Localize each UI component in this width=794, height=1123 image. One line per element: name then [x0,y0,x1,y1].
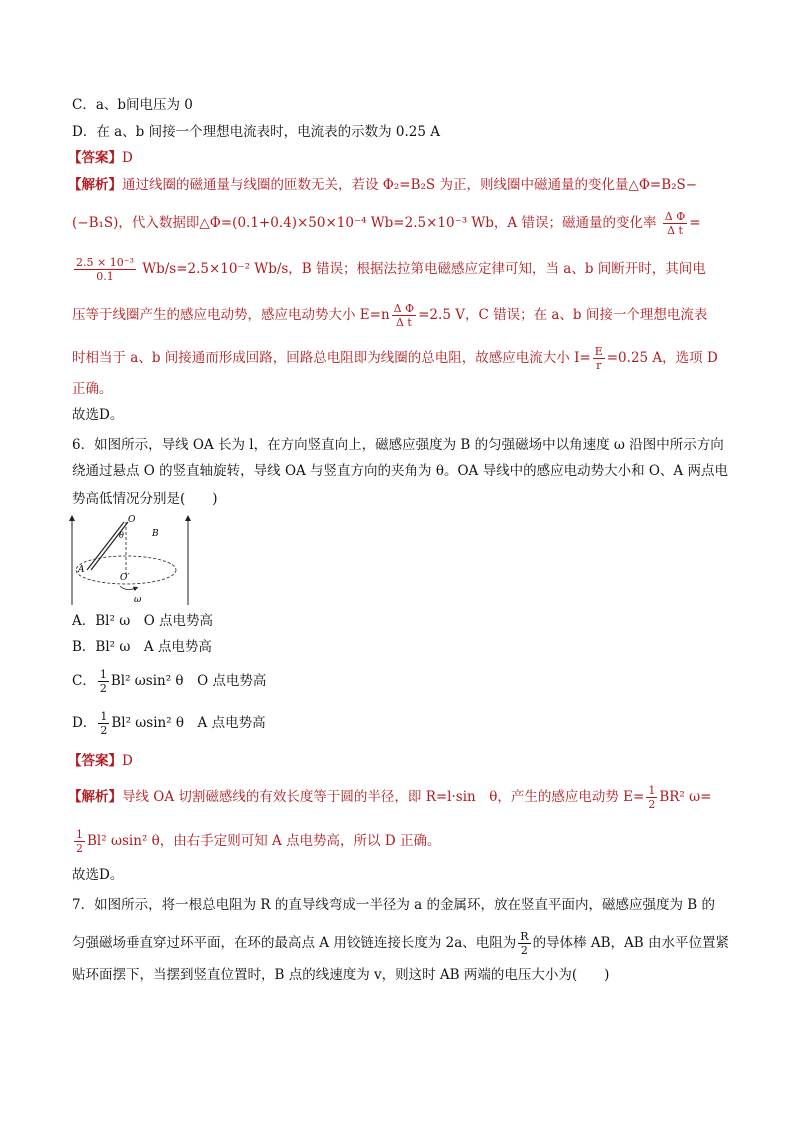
label-o-prime: O′ [120,573,130,583]
fraction: $\frac{1}{2}$ [76,828,83,855]
answer-value: D [122,150,133,166]
q5-option-d: D．在 a、b 间接一个理想电流表时，电流表的示数为 0.25 A [72,124,440,140]
fraction: $\frac{1}{2}$ [648,784,656,811]
q6-figure [62,510,202,610]
q7-stem-line-2: 匀强磁场垂直穿过环平面，在环的最高点 A 用铰链连接长度为 2a、电阻为 $\frac{R}{2}$ 的导体棒 AB，AB 由水平位置紧 [72,930,729,957]
fraction: $\frac{R}{2}$ [520,930,529,957]
q6-answer [68,752,133,770]
q5-option-c: C．a、b间电压为 0 [72,97,193,113]
label-o: O [128,515,136,525]
q7-stem-line-1: 7．如图所示，将一根总电阻为 R 的直导线弯成一半径为 a 的金属环，放在竖直平面内，磁感应强度为 B 的 [72,897,715,913]
q7-stem-line-3: 贴环面摆下，当摆到竖直位置时，B 点的线速度为 v，则这时 AB 两端的电压大小为( ) [72,967,610,983]
q6-stem-line-1: 6．如图所示，导线 OA 长为 l，在方向竖直向上，磁感应强度为 B 的匀强磁场中以角速度 ω 沿图中所示方向 [72,437,724,453]
analysis-tag: 【解析】 [68,789,122,805]
answer-tag: 【答案】 [68,150,122,166]
q6-analysis-line-2: $\frac{1}{2}$ Bl² ωsin² θ，由右手定则可知 A 点电势高，所以 D 正确。 [76,828,441,855]
q5-answer [68,149,133,167]
fraction: $\frac{\text{Δ Φ}}{\text{Δ t}}$ [393,302,415,329]
q5-analysis-line-6: 正确。 [72,381,113,397]
q5-conclusion: 故选D。 [72,407,124,423]
rotation-arrow [120,586,136,590]
fraction: $\frac{1}{2}$ [99,668,107,695]
q6-stem-line-2: 绕通过悬点 O 的竖直轴旋转，导线 OA 与竖直方向的夹角为 θ。OA 导线中的感应电动势大小和 O、A 两点电 [72,463,728,479]
q6-analysis-line-1: 【解析】导线 OA 切割磁感线的有效长度等于圆的半径，即 R=l·sin θ，产生的感应电动势 E= $\frac{1}{2}$ BR² ω= [68,784,712,811]
q6-conclusion: 故选D。 [72,867,124,883]
q6-option-a: A．Bl² ω O 点电势高 [72,613,214,629]
conductor-oa [87,522,124,570]
q6-option-b: B．Bl² ω A 点电势高 [72,639,212,655]
q5-analysis-line-5: 时相当于 a、b 间接通而形成回路，回路总电阻即为线圈的总电阻，故感应电流大小 I= $\frac{E}{r}$ =0.25 A，选项 D [72,345,718,372]
label-b: B [152,529,159,539]
q6-stem-line-3: 势高低情况分别是( ) [72,491,218,507]
fraction: $\frac{\text{2.5 × 10⁻³}}{0.1}$ [76,256,134,283]
label-omega: ω [134,595,142,605]
q5-analysis-line-1: 【解析】通过线圈的磁通量与线圈的匝数无关，若设 Φ₂=B₂S 为正，则线圈中磁通量的变化量△Φ=B₂S− [68,177,698,193]
q5-analysis-line-3: $\frac{\text{2.5 × 10⁻³}}{0.1}$ Wb/s=2.5×10⁻² Wb/s，B 错误；根据法拉第电磁感应定律可知，当 a、b 间断开时，其间电 [76,256,706,283]
label-a: A [78,565,85,575]
q5-analysis-line-4: 压等于线圈产生的感应电动势，感应电动势大小 E=n $\frac{\text{Δ Φ}}{\text{Δ t}}$ =2.5 V，C 错误；在 a、b 间接一个理想电流表 [72,302,708,329]
fraction: $\frac{\text{Δ Φ}}{\text{Δ t}}$ [664,210,686,237]
q6-option-c: C． $\frac{1}{2}$ Bl² ωsin² θ O 点电势高 [72,668,267,695]
fraction: $\frac{E}{r}$ [594,345,603,372]
conductor-oa [91,522,128,570]
label-theta: θ [119,531,124,540]
q5-analysis-line-2: (−B₁S)，代入数据即△Φ=(0.1+0.4)×50×10⁻⁴ Wb=2.5×10⁻³ Wb，A 错误；磁通量的变化率 $\frac{\text{Δ Φ}}{\text{Δ t}}$ = [72,210,701,237]
answer-value: D [122,753,133,769]
q6-option-d: D． $\frac{1}{2}$ Bl² ωsin² θ A 点电势高 [72,710,266,737]
fraction: $\frac{1}{2}$ [100,710,108,737]
answer-tag: 【答案】 [68,753,122,769]
analysis-tag: 【解析】 [68,177,122,193]
